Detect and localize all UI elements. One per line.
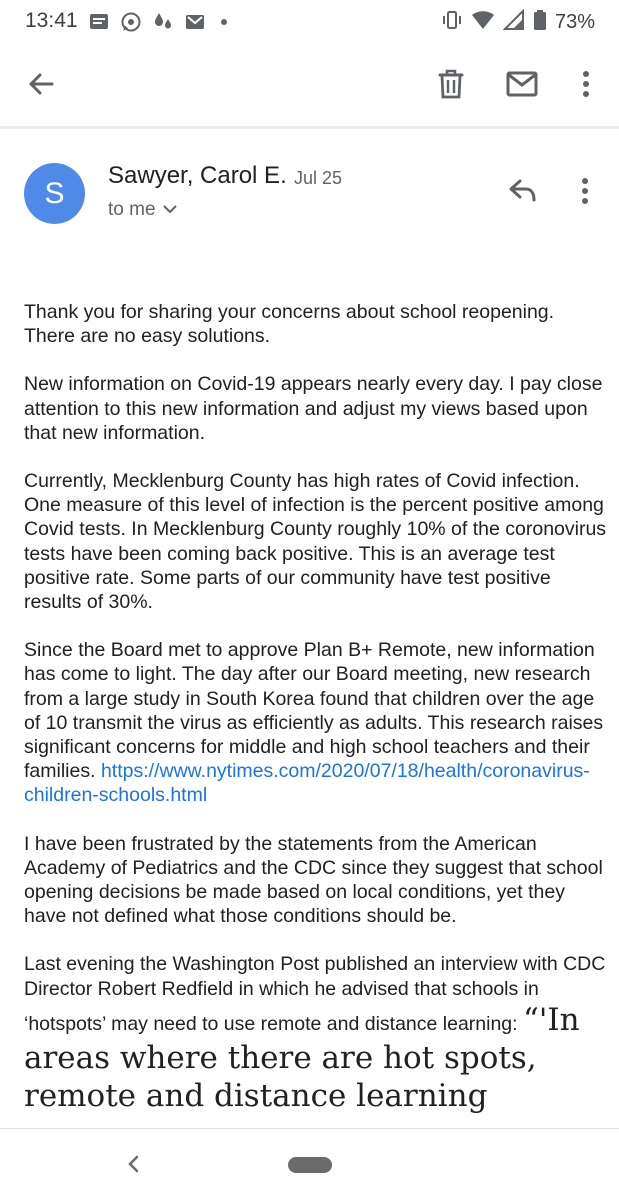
wifi-icon xyxy=(471,9,495,36)
quoted-text: “'In areas where there are hot spots, remote and distance learning xyxy=(24,1001,580,1114)
avatar[interactable]: S xyxy=(24,163,85,224)
more-vert-icon xyxy=(581,177,589,210)
back-arrow-icon xyxy=(26,69,56,104)
navigation-bar xyxy=(0,1128,619,1200)
status-time: 13:41 xyxy=(25,9,78,32)
recipient-label: to me xyxy=(108,199,156,220)
chevron-left-icon xyxy=(126,1154,140,1179)
nav-back-button[interactable] xyxy=(118,1151,148,1181)
status-bar xyxy=(0,0,619,44)
more-options-button[interactable] xyxy=(562,62,610,110)
sender-name: Sawyer, Carol E. xyxy=(108,162,287,189)
nav-home-pill[interactable] xyxy=(288,1157,332,1173)
dot-icon xyxy=(216,11,232,38)
body-paragraph xyxy=(24,638,608,807)
vibrate-icon xyxy=(441,9,463,36)
recipient-details-toggle[interactable] xyxy=(108,199,178,221)
body-paragraph: New information on Covid-19 appears nearly every day. I pay close attention to this new information and adjust my views based upon that new information. xyxy=(24,373,603,444)
chevron-down-icon xyxy=(162,199,178,221)
gmail-icon xyxy=(184,11,206,38)
battery-percent: 73% xyxy=(554,11,595,33)
nytimes-link[interactable]: https://www.nytimes.com/2020/07/18/health/coronavirus-children-schools.html xyxy=(24,760,590,807)
status-left-icons xyxy=(88,11,232,38)
back-button[interactable] xyxy=(17,62,65,110)
body-paragraph: Currently, Mecklenburg County has high rates of Covid infection. One measure of this level of infection is the percent positive among Covid tests. In Mecklenburg County roughly 10% of the coronovirus tests have been coming back positive. This is an average test positive rate. Some parts of our community have test positive results of 30%. xyxy=(24,470,607,614)
reply-icon xyxy=(508,178,538,209)
signal-icon xyxy=(503,9,525,36)
delete-button[interactable] xyxy=(427,62,475,110)
mark-unread-button[interactable] xyxy=(498,62,546,110)
body-text: Since the Board met to approve Plan B+ Remote, new information has come to light. The day after our Board meeting, new research from a large study in South Korea found that children over the age of 10 transmit the virus as efficiently as adults. This research raises significant concerns for middle and high school teachers and their families. xyxy=(24,639,604,783)
body-paragraph xyxy=(24,952,608,1114)
toolbar-divider xyxy=(0,126,619,129)
message-date: Jul 25 xyxy=(294,168,343,188)
toolbar xyxy=(0,50,619,126)
body-paragraph: I have been frustrated by the statements from the American Academy of Pediatrics and the CDC since they suggest that school opening decisions be made based on local conditions, yet they have not defined what those conditions should be. xyxy=(24,832,603,928)
delete-icon xyxy=(437,69,465,104)
more-vert-icon xyxy=(582,70,590,103)
notification-icon xyxy=(88,11,110,38)
whatsapp-icon xyxy=(120,11,142,38)
email-body xyxy=(24,300,608,1115)
battery-icon xyxy=(533,9,547,36)
body-paragraph: Thank you for sharing your concerns about school reopening. There are no easy solutions. xyxy=(24,301,555,348)
reply-button[interactable] xyxy=(500,170,546,216)
status-right xyxy=(441,9,595,36)
message-more-button[interactable] xyxy=(562,170,608,216)
body-text: Last evening the Washington Post published an interview with CDC Director Robert Redfield in which he advised that schools in ‘hotspots’ may need to use remote and distance learning: xyxy=(24,953,606,1035)
mark-unread-icon xyxy=(506,71,538,102)
drops-icon xyxy=(152,11,174,38)
